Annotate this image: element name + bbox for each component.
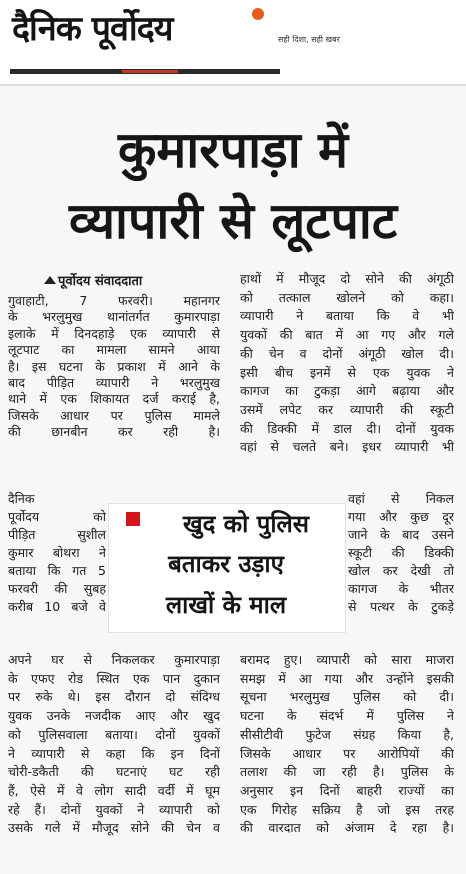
body-text-line: सीसीटीवी फुटेज संग्रह किया है, — [240, 726, 454, 742]
body-text-line: गया और कुछ दूर — [348, 509, 454, 524]
body-text-line: अपने घर से निकलकर कुमारपाड़ा — [8, 652, 220, 667]
body-text-line: की छानबीन कर रही है। — [8, 424, 220, 440]
body-text-line: युवकों की बात में आ गए और गले — [240, 327, 454, 343]
body-text-line: एक गिरोह सक्रिय है जो इस तरह — [240, 801, 454, 817]
body-text-line: व्यापारी ने बताया कि वे भी — [240, 308, 454, 324]
pullquote-line-3: लाखों के माल — [165, 591, 287, 619]
body-text-line: थाने में एक शिकायत दर्ज कराई है, — [8, 391, 220, 407]
body-text-line: ने व्यापारी से कहा कि इन दिनों — [8, 745, 220, 761]
body-text-line: हैं, ऐसे में वे लोग सादी वर्दी में घूम — [8, 782, 220, 798]
body-text-line: पूर्वोदय को — [8, 509, 106, 524]
body-text-line: गुवाहाटी, 7 फरवरी। महानगर — [8, 293, 220, 308]
body-text-line: जाने के बाद उसने — [348, 527, 454, 542]
body-text-line: की चेन व दोनों अंगूठी खोल दी। — [240, 345, 454, 361]
body-text-line: बाद पीड़ित व्यापारी ने भरलुमुख — [8, 375, 220, 390]
body-text-line: को तत्काल खोलने को कहा। — [240, 289, 454, 305]
body-text-line: घटना के संदर्भ में पुलिस ने — [240, 708, 454, 724]
body-text-line: युवक उनके नजदीक आए और खुद — [8, 708, 220, 724]
body-text-line: पर रुके थे। इस दौरान दो संदिग्ध — [8, 689, 220, 705]
headline-line-1: कुमारपाड़ा में — [117, 121, 349, 179]
body-text-line: सूचना भरलुमुख पुलिस को दी। — [240, 689, 454, 705]
body-text-line: कागज का टुकड़ा आगे बढ़ाया और — [240, 383, 454, 399]
newspaper-logo: दैनिक पूर्वोदय — [12, 9, 173, 49]
body-text-line: खोल कर देखी तो — [348, 563, 454, 578]
body-text-line: हाथों में मौजूद दो सोने की अंगूठी — [240, 271, 454, 286]
body-text-line: करीब 10 बजे वे — [8, 599, 106, 614]
logo-accent-dot — [252, 8, 264, 20]
pullquote-line-1: खुद को पुलिस — [182, 510, 310, 538]
body-text-line: की डिक्की में डाल दी। दोनों युवक — [240, 420, 454, 436]
body-text-line: है। इस घटना के प्रकाश में आने के — [8, 358, 220, 374]
body-text-line: वहां से चलते बने। इधर व्यापारी भी — [240, 439, 454, 455]
headline-line-2: व्यापारी से लूटपाट — [68, 192, 398, 250]
newspaper-tagline: सही दिशा, सही खबर — [278, 35, 340, 44]
body-text-line: उसके गले में मौजूद सोने की चेन व — [8, 820, 220, 836]
body-text-line: से पत्थर के टुकड़े — [348, 599, 454, 614]
pullquote-line-2: बताकर उड़ाए — [168, 550, 284, 578]
body-text-line: जिसके आधार पर पुलिस मामले — [8, 407, 220, 423]
masthead-accent-rule — [122, 70, 178, 73]
body-text-line: इसी बीच इनमें से एक युवक ने — [240, 364, 454, 380]
body-text-line: स्कूटी की डिक्की — [348, 545, 454, 560]
body-text-line: के एफए रोड स्थित एक पान दुकान — [8, 670, 220, 686]
body-text-line: अनुसार इन दिनों बाहरी राज्यों का — [240, 782, 454, 798]
byline: पूर्वोदय संवाददाता — [58, 274, 143, 289]
body-text-line: की वारदात को अंजाम दे रहा है। — [240, 820, 454, 836]
body-text-line: के भरलुमुख थानांतर्गत कुमारपाड़ा — [8, 309, 220, 325]
body-text-line: तलाश की जा रही है। पुलिस के — [240, 764, 454, 780]
body-text-line: दैनिक — [8, 491, 35, 506]
body-text-line: रहे हैं। दोनों युवकों ने व्यापारी को — [8, 801, 220, 817]
body-text-line: इलाके में दिनदहाड़े एक व्यापारी से — [8, 325, 220, 341]
byline-triangle-icon — [44, 276, 56, 284]
body-text-line: चोरी-डकैती की घटनाएं घट रही — [8, 764, 220, 780]
body-text-line: पीड़ित सुशील — [8, 527, 106, 542]
body-text-line: कुमार बोथरा ने — [8, 545, 106, 560]
body-text-line: कागज के भीतर — [348, 581, 454, 596]
body-text-line: फरवरी की सुबह — [8, 581, 106, 596]
body-text-line: बरामद हुए। व्यापारी को सारा माजरा — [240, 652, 454, 667]
body-text-line: लूटपाट का मामला सामने आया — [8, 342, 220, 358]
body-text-line: जिसके आधार पर आरोपियों की — [240, 745, 454, 761]
body-text-line: समझ में आ गया और उन्होंने इसकी — [240, 670, 454, 686]
body-text-line: उसमें लपेट कर व्यापारी की स्कूटी — [240, 401, 454, 417]
body-text-line: वहां से निकल — [348, 491, 454, 506]
masthead — [0, 0, 466, 84]
body-text-line: को पुलिसवाला बताया। दोनों युवकों — [8, 726, 220, 742]
body-text-line: बताया कि गत 5 — [8, 563, 106, 578]
